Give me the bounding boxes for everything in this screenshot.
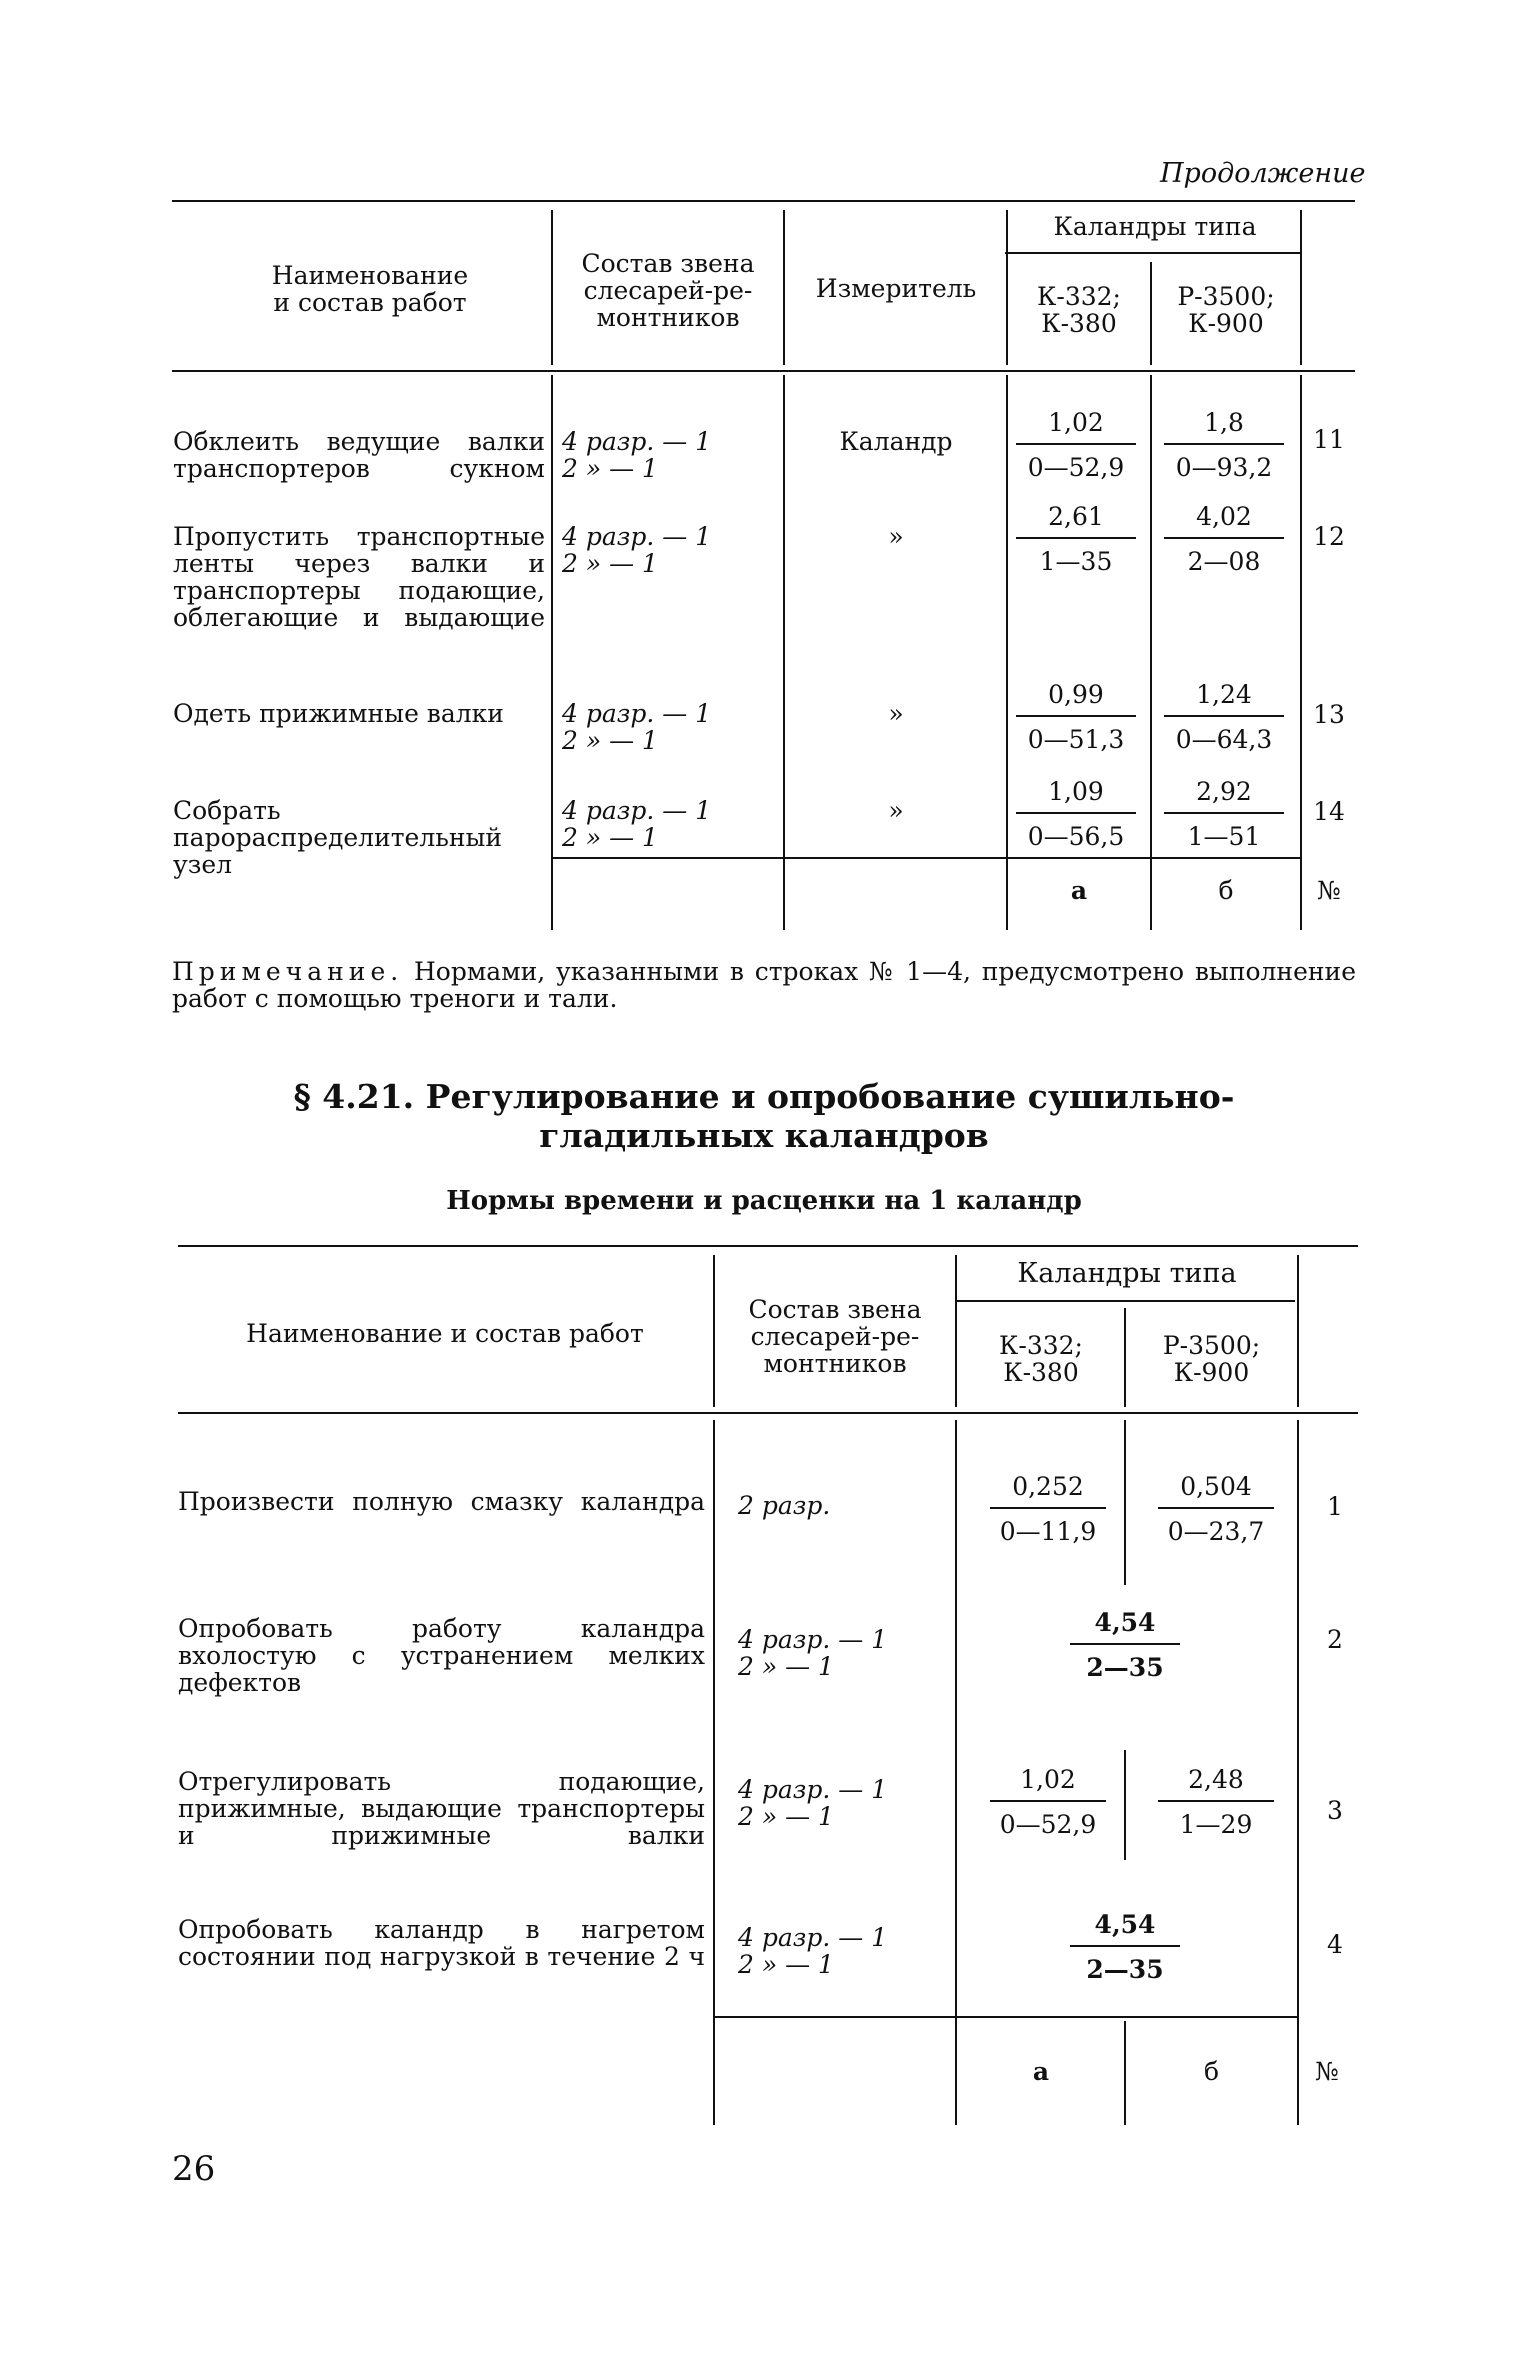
unit-of-measure: » [888,522,904,551]
row-number: 3 [1327,1796,1343,1825]
table1-header-work: Наименование и состав работ [271,261,469,317]
work-description: Собрать парораспределительный узел [173,796,503,879]
norm-rate-a: 1,02 0—52,9 [990,1765,1106,1839]
table1-header-group: Каландры типа [1053,212,1257,241]
norm-rate-ab: 4,54 2—35 [1070,1608,1180,1682]
table1-footer-b: б [1218,876,1234,905]
table1-header-rule [172,370,1355,372]
norm-rate-b: 2,48 1—29 [1158,1765,1274,1839]
row-number: 4 [1327,1930,1343,1959]
table1-header-col-a: К-332; К-380 [1037,282,1121,338]
table2-header-work: Наименование и состав работ [246,1319,644,1348]
work-description: Произвести полную смазку каландра [178,1487,705,1516]
crew-composition: 4 разр. — 1 2 » — 1 [562,796,712,852]
norm-rate-b: 4,02 2—08 [1164,502,1284,576]
table2-footer-rule [715,2016,1299,2018]
crew-composition: 4 разр. — 1 2 » — 1 [738,1923,888,1979]
table2-footer-a: а [1032,2057,1050,2086]
table2-footer-b: б [1203,2057,1220,2086]
unit-of-measure: Каландр [839,427,953,456]
norm-rate-b: 1,8 0—93,2 [1164,408,1284,482]
row-number: 2 [1327,1625,1343,1654]
table2-header-col-a: К-332; К-380 [999,1331,1083,1387]
work-description: Обклеить ведущие валки транспортеров сукном [173,427,545,483]
row-number: 1 [1327,1492,1343,1521]
row-number: 12 [1313,522,1345,551]
norm-rate-a: 2,61 1—35 [1016,502,1136,576]
norm-rate-ab: 4,54 2—35 [1070,1910,1180,1984]
work-description: Пропустить транспортные ленты через валки и транспортеры подающие, облегающие и выдающие [173,522,545,632]
work-description: Опробовать каландр в нагретом состоянии под нагрузкой в течение 2 ч [178,1915,705,1971]
table1-footer-rule [552,857,1302,859]
crew-composition: 4 разр. — 1 2 » — 1 [562,699,712,755]
page-number: 26 [172,2149,216,2189]
norm-rate-b: 1,24 0—64,3 [1164,680,1284,754]
norm-rate-a: 0,99 0—51,3 [1016,680,1136,754]
table1-header-unit: Измеритель [815,274,977,303]
table1-group-rule [1005,252,1302,254]
unit-of-measure: » [888,699,904,728]
work-description: Отрегулировать подающие, прижимные, выдающие транспортеры и прижимные валки [178,1767,705,1850]
table1-footer-no: № [1317,876,1341,905]
work-description: Опробовать работу каландра вхолостую с устранением мелких дефектов [178,1614,705,1697]
note-label: Примечание. [172,957,404,986]
table2-header-col-b: Р-3500; К-900 [1162,1331,1261,1387]
row-number: 13 [1313,700,1345,729]
crew-composition: 4 разр. — 1 2 » — 1 [738,1775,888,1831]
section-title-line2: гладильных каландров [539,1116,989,1155]
norm-rate-a: 1,02 0—52,9 [1016,408,1136,482]
section-title-line1: § 4.21. Регулирование и опробование сушильно- [293,1077,1235,1116]
note [172,958,1356,1012]
table1-footer-a: а [1070,876,1088,905]
table2-header-group: Каландры типа [1017,1258,1237,1289]
table1-top-rule [172,200,1355,202]
section-subtitle: Нормы времени и расценки на 1 каландр [446,1186,1082,1216]
table2-top-rule [178,1245,1358,1247]
work-description: Одеть прижимные валки [173,699,504,728]
continuation-label: Продолжение [1160,158,1366,189]
row-number: 11 [1313,425,1345,454]
norm-rate-a: 1,09 0—56,5 [1016,777,1136,851]
table2-header-crew: Состав звена слесарей-ре- монтников [748,1295,922,1378]
crew-composition: 4 разр. — 1 2 » — 1 [562,522,712,578]
norm-rate-a: 0,252 0—11,9 [990,1472,1106,1546]
norm-rate-b: 0,504 0—23,7 [1158,1472,1274,1546]
table2-header-rule [178,1412,1358,1414]
table2-group-rule [955,1300,1295,1302]
table2-footer-no: № [1315,2057,1339,2086]
crew-composition: 4 разр. — 1 2 » — 1 [738,1625,888,1681]
row-number: 14 [1313,797,1345,826]
crew-composition: 2 разр. [738,1491,831,1520]
table1-header-col-b: Р-3500; К-900 [1177,282,1275,338]
crew-composition: 4 разр. — 1 2 » — 1 [562,427,712,483]
table1-header-crew: Состав звена слесарей-ре- монтников [581,249,755,332]
norm-rate-b: 2,92 1—51 [1164,777,1284,851]
note-text: Нормами, указанными в строках № 1—4, предусмотрено выполнение работ с помощью треноги и тали. [172,957,1356,1013]
unit-of-measure: » [888,796,904,825]
